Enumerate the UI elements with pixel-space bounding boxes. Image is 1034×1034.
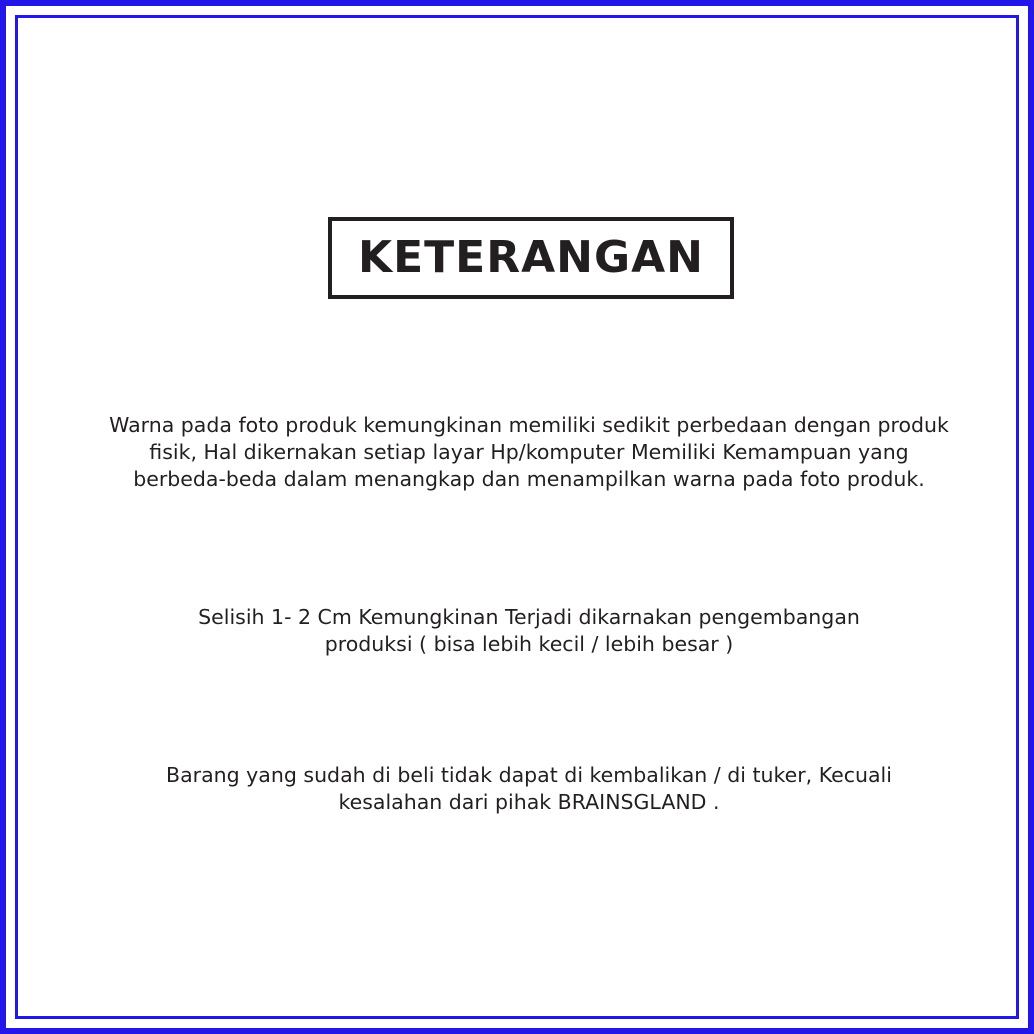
notice-paragraph-color: Warna pada foto produk kemungkinan memiliki sedikit perbedaan dengan produk fisik, Hal dikernakan setiap layar Hp/komputer Memiliki Kemampuan yang berbeda-beda dalam menangkap dan menampilkan warna pada foto produk.: [109, 413, 949, 492]
page-title: KETERANGAN: [358, 232, 704, 283]
title-box: [328, 217, 734, 299]
content-area: [32, 32, 1002, 1002]
inner-border: [15, 15, 1019, 1019]
notice-paragraph-return-policy: Barang yang sudah di beli tidak dapat di kembalikan / di tuker, Kecuali kesalahan dari pihak BRAINSGLAND .: [166, 763, 892, 815]
notice-paragraph-size-tolerance: Selisih 1- 2 Cm Kemungkinan Terjadi dikarnakan pengembangan produksi ( bisa lebih kecil / lebih besar ): [198, 605, 860, 657]
